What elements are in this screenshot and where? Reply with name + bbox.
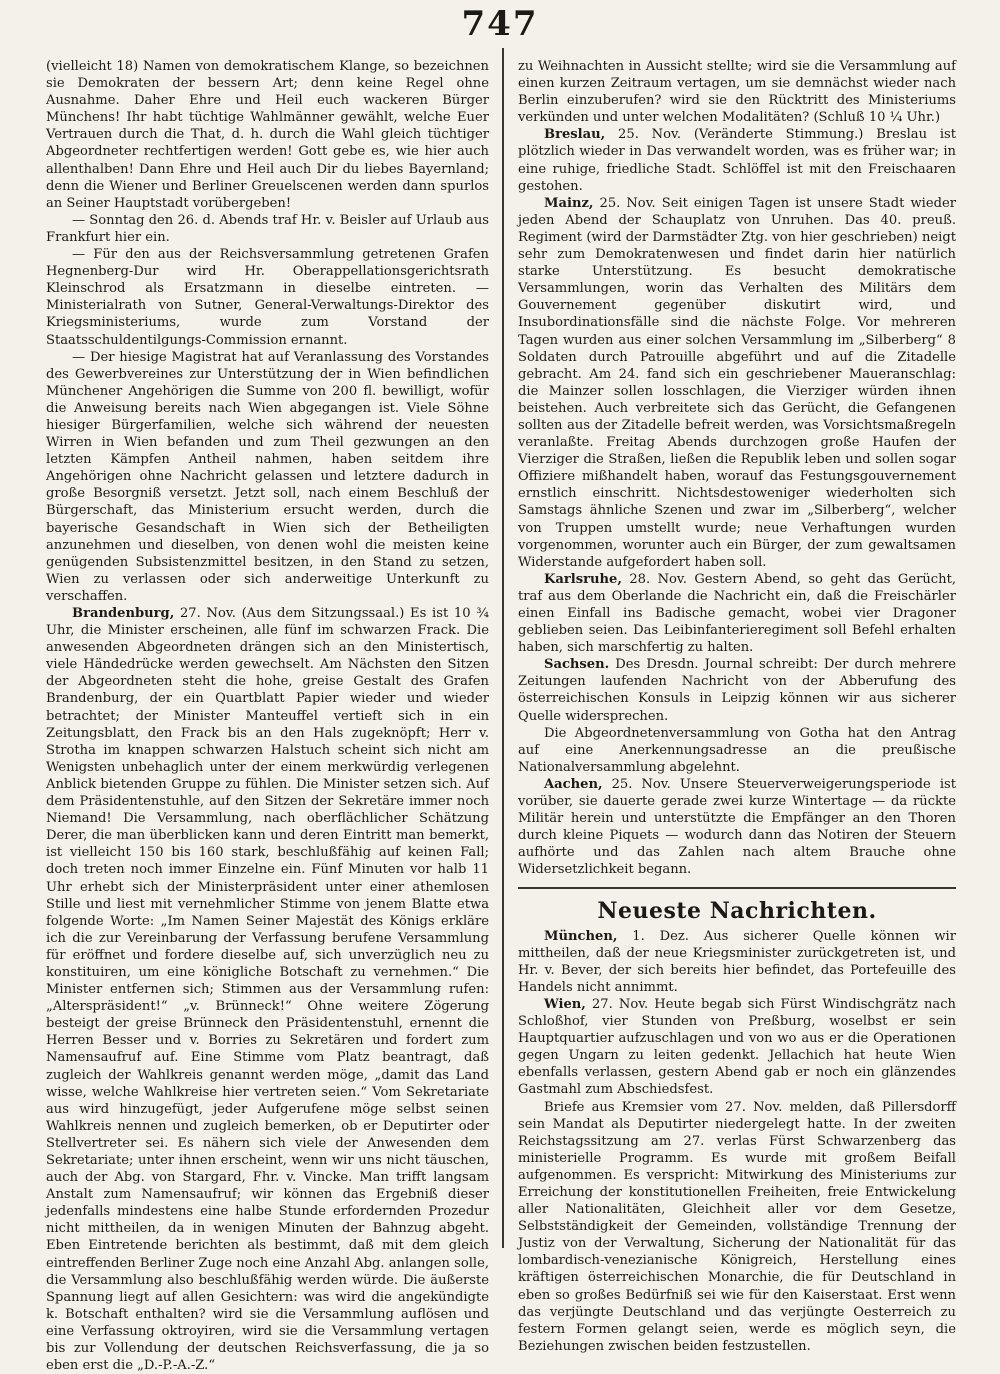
article-paragraph — [518, 126, 956, 194]
page-number: 747 — [461, 4, 539, 44]
paragraph-text: Die Abgeordnetenversammlung von Gotha hat den Antrag auf eine Anerkennungsadresse an die preußische Nationalversammlung abgelehnt. — [518, 725, 956, 775]
section-divider — [518, 887, 956, 889]
article-paragraph — [518, 996, 956, 1099]
paragraph-text: Des Dresdn. Journal schreibt: Der durch mehrere Zeitungen laufenden Nachricht von der Abberufung des österreichischen Konsuls in Leipzig können wir aus sicherer Quelle widersprechen. — [518, 657, 956, 724]
article-paragraph — [46, 349, 489, 605]
dateline-place: Aachen, — [544, 776, 603, 792]
paragraph-text: 27. Nov. Heute begab sich Fürst Windischgrätz nach Schloßhof, vier Stunden von Preßburg, woselbst er sein Hauptquartier aufzuschlagen und von wo aus er die Operationen gegen Ungarn zu leiten gedenkt. Jellachich hat heute Wien ebenfalls verlassen, gestern Abend gab er noch ein glänzendes Gastmahl zum Abschiedsfest. — [518, 996, 956, 1098]
dateline-place: Mainz, — [544, 195, 594, 211]
article-paragraph — [518, 928, 956, 996]
dateline-place: Wien, — [544, 996, 586, 1012]
dateline-place: Sachsen. — [544, 657, 610, 673]
article-paragraph — [518, 58, 956, 126]
paragraph-text: 1. Dez. Aus sicherer Quelle können wir mittheilen, daß der neue Kriegsminister zurückgetreten ist, und Hr. v. Bever, der sich bereits hier befindet, das Portefeuille des Handels nicht annimmt. — [518, 928, 956, 995]
paragraph-text: — Für den aus der Reichsversammlung getretenen Grafen Hegnenberg-Dur wird Hr. Oberappellationsgerichtsrath Kleinschrod als Ersatzmann in dieselbe eintreten. — Ministerialrath von Sutner, General-Verwaltungs-Direktor des Kriegsministeriums, wurde zum Vorstand der Staatsschuldentilgungs-Commission ernannt. — [46, 247, 489, 348]
paragraph-text: Briefe aus Kremsier vom 27. Nov. melden, daß Pillersdorff sein Mandat als Deputirter niedergelegt hatte. In der zweiten Reichstagssitzung am 27. verlas Fürst Schwarzenberg das ministerielle Programm. Es wurde mit großem Beifall aufgenommen. Es verspricht: Mitwirkung des Ministeriums zur Erreichung der konstitutionellen Freiheiten, freie Entwickelung aller Nationalitäten, Gleichheit aller vor dem Gesetze, Selbstständigkeit der Gemeinden, vollständige Trennung der Justiz von der Verwaltung, Sicherung der Nationalität für das lombardisch-venezianische Königreich, Herstellung eines kräftigen österreichischen Monarchie, die für Deutschland in eben so großes Bedürfniß sei wie für den Kaiserstaat. Erst wenn das verjüngte Deutschland und das verjüngte Oesterreich zu festern Formen gelangt seien, werde es möglich seyn, die Beziehungen zwischen beiden festzustellen. — [518, 1099, 956, 1354]
paragraph-text: — Sonntag den 26. d. Abends traf Hr. v. Beisler auf Urlaub aus Frankfurt hier ein. — [46, 212, 489, 245]
right-column — [518, 58, 956, 1355]
left-column — [46, 58, 489, 1374]
dateline-place: Brandenburg, — [72, 606, 175, 621]
article-paragraph — [46, 605, 489, 1374]
article-paragraph — [518, 656, 956, 724]
paragraph-text: 27. Nov. (Aus dem Sitzungssaal.) Es ist 10 ¾ Uhr, die Minister erscheinen, alle fünf im schwarzen Frack. Die anwesenden Abgeordneten drängen sich an den Ministertisch, viele Händedrücke werden gewechselt. Am Nächsten den Sitzen der Abgeordneten steht die hohe, greise Gestalt des Grafen Brandenburg, der ein Quartblatt Papier wieder und wieder betrachtet; der Minister Manteuffel vertieft sich in ein Zeitungsblatt, den Frack bis an den Hals zugeknöpft; Herr v. Strotha im knappen schwarzen Halstuch scheint sich nicht am Wenigsten unbehaglich unter der einem merkwürdig verlegenen Anblick bietenden Gruppe zu fühlen. Die Minister setzen sich. Auf dem Präsidentenstuhle, auf den Sitzen der Sekretäre immer noch Niemand! Die Versammlung, nach oberflächlicher Schätzung Derer, die man überblicken kann und deren Eintritt man bemerkt, ist vielleicht 150 bis 160 stark, beschlußfähig auf keinen Fall; doch treten noch immer Einzelne ein. Fünf Minuten vor halb 11 Uhr erhebt sich der Ministerpräsident unter einer athemlosen Stille und liest mit vernehmlicher Stimme von jenem Blatte etwa folgende Worte: „Im Namen Seiner Majestät des Königs erkläre ich die zur Vereinbarung der Verfassung berufene Versammlung für eröffnet und fordere dieselbe auf, sich unverzüglich neu zu konstituiren, um eine königliche Botschaft zu vernehmen.“ Die Minister entfernen sich; Stimmen aus der Versammlung rufen: „Alterspräsident!“ „v. Brünneck!“ Ohne weitere Zögerung besteigt der greise Brünneck den Präsidentenstuhl, ernennt die Herren Besser und v. Borries zu Sekretären und fordert zum Namensaufruf auf. Eine Stimme vom Platz beantragt, daß zugleich der Wahlkreis genannt werden möge, „damit das Land wisse, welche Wahlkreise hier vertreten seien.“ Vom Sekretariate aus wird hinzugefügt, jeder Aufgerufene möge selbst seinen Wahlkreis nennen und zugleich bemerken, ob er Deputirter oder Stellvertreter sei. Es nähern sich viele der Anwesenden dem Sekretariate; unter ihnen erscheint, wenn wir uns nicht täuschen, auch der Abg. von Stargard, Fhr. v. Vincke. Man trifft langsam Anstalt zum Namensaufruf; wir können das Ergebniß dieser jedenfalls mindestens eine halbe Stunde erfordernden Prozedur nicht mittheilen, da in wenigen Minuten der Bahnzug abgeht. Eben Eintretende berichten als bestimmt, daß mit dem gleich eintreffenden Berliner Zuge noch eine Anzahl Abg. anlangen solle, die Versammlung also beschlußfähig werden würde. Die äußerste Spannung liegt auf allen Gesichtern: was wird die angekündigte k. Botschaft enthalten? wird sie die Versammlung auflösen und eine Verfassung oktroyiren, wird sie die Versammlung vertagen bis zur Vollendung der deutschen Reichsverfassung, die ja so eben erst die „D.-P.-A.-Z.“ — [46, 606, 490, 1374]
paragraph-text: 25. Nov. (Veränderte Stimmung.) Breslau ist plötzlich wieder in Das verwandelt worden, was es früher war; in eine ruhige, friedliche Stadt. Schlöffel ist mit den Freischaaren gestohen. — [518, 127, 956, 194]
latest-news-articles — [518, 928, 956, 1355]
paragraph-text: 28. Nov. Gestern Abend, so geht das Gerücht, traf aus dem Oberlande die Nachricht ein, daß die Freischärler einen Einfall ins Badische gemacht, wobei vier Dragoner geblieben seien. Das Leibinfanterieregiment soll Befehl erhalten haben, sich marschfertig zu halten. — [518, 571, 956, 656]
article-paragraph — [518, 571, 956, 656]
paragraph-text: zu Weihnachten in Aussicht stellte; wird sie die Versammlung auf einen kurzen Zeitraum vertagen, um sie demnächst wieder nach Berlin einzuberufen? wird sie den Rücktritt des Ministeriums verkünden und unter welchen Modalitäten? (Schluß 10 ¼ Uhr.) — [518, 59, 956, 126]
dateline-place: Karlsruhe, — [544, 571, 622, 587]
section-heading: Neueste Nachrichten. — [597, 897, 877, 924]
right-column-articles — [518, 58, 956, 879]
dateline-place: Breslau, — [544, 127, 606, 143]
column-divider — [502, 48, 504, 1248]
paragraph-text: (vielleicht 18) Namen von demokratischem Klange, so bezeichnen sie Demokraten der bessern Art; denn keine Regel ohne Ausnahme. Daher Ehre und Heil euch wackeren Bürger Münchens! Ihr habt tüchtige Wahlmänner gewählt, welche Euer Vertrauen durch die That, d. h. durch die Wahl gleich tüchtiger Abgeordneter rechtfertigen werden! Gott gebe es, wie hier auch allenthalben! Dann Ehre und Heil auch Dir du liebes Bayernland; denn die Wiener und Berliner Greuelscenen werden dann spurlos an Seiner Hauptstadt vorübergeben! — [46, 59, 489, 211]
article-paragraph — [518, 725, 956, 776]
article-paragraph — [518, 1099, 956, 1355]
article-paragraph — [518, 195, 956, 571]
article-paragraph — [46, 58, 489, 212]
dateline-place: München, — [544, 928, 618, 944]
article-paragraph — [46, 212, 489, 246]
paragraph-text: 25. Nov. Seit einigen Tagen ist unsere Stadt wieder jeden Abend der Schauplatz von Unruhen. Das 40. preuß. Regiment (wird der Darmstädter Ztg. von hier geschrieben) neigt sehr zum Demokratenwesen und findet darin hier natürlich starke Unterstützung. Es besucht demokratische Versammlungen, worin das Verhalten des Militärs dem Gouvernement gegenüber diskutirt wird, und Insubordinationsfälle sind die nächste Folge. Vor mehreren Tagen wurden aus einer solchen Versammlung im „Silberberg“ 8 Soldaten durch Patrouille abgeführt und auf die Zitadelle gebracht. Am 24. fand sich ein geschriebener Maueranschlag: die Mainzer sollen losschlagen, die Vierziger würden ihnen beistehen. Auch verbreitete sich das Gerücht, die Gefangenen sollten aus der Zitadelle befreit werden, was Vorsichtsmaßregeln veranlaßte. Freitag Abends durchzogen große Haufen der Vierziger die Straßen, ließen die Republik leben und sollen sogar Offiziere mißhandelt haben, worauf das Festungsgouvernement ernstlich einschritt. Nichtsdestoweniger wiederholten sich Samstags ähnliche Szenen und zwar im „Silberberg“, welcher von Truppen umstellt wurde; neue Verhaftungen wurden vorgenommen, worunter auch ein Bürger, der zum gewaltsamen Widerstande aufgefordert haben soll. — [518, 195, 956, 570]
paragraph-text: — Der hiesige Magistrat hat auf Veranlassung des Vorstandes des Gewerbvereines zur Unterstützung der in Wien befindlichen Münchener Angehörigen die Summe von 200 fl. bewilligt, wofür die Anweisung bereits nach Wien abgegangen ist. Viele Söhne hiesiger Bürgerfamilien, welche sich während der neuesten Wirren in Wien befanden und zum Theil gezwungen an den letzten Kämpfen Antheil nahmen, haben seitdem ihre Angehörigen ohne Nachricht gelassen und letztere dadurch in große Besorgniß versetzt. Jetzt soll, nach einem Beschluß der Bürgerschaft, das Ministerium ersucht werden, durch die bayerische Gesandschaft in Wien sich der Betheiligten anzunehmen und dieselben, von denen wohl die meisten keine genügenden Subsistenzmittel besitzen, in den Stand zu setzen, Wien zu verlassen oder sich anderweitige Unterkunft zu verschaffen. — [46, 349, 489, 604]
article-paragraph — [518, 776, 956, 879]
paragraph-text: 25. Nov. Unsere Steuerverweigerungsperiode ist vorüber, sie dauerte gerade zwei kurze Wintertage — da rückte Militär herein und unterstützte die Empfänger an den Thoren durch kleine Piquets — wodurch dann das Notiren der Steuern aufhörte und das Zahlen nach altem Brauche ohne Widersetzlichkeit begann. — [518, 776, 956, 878]
article-paragraph — [46, 246, 489, 349]
